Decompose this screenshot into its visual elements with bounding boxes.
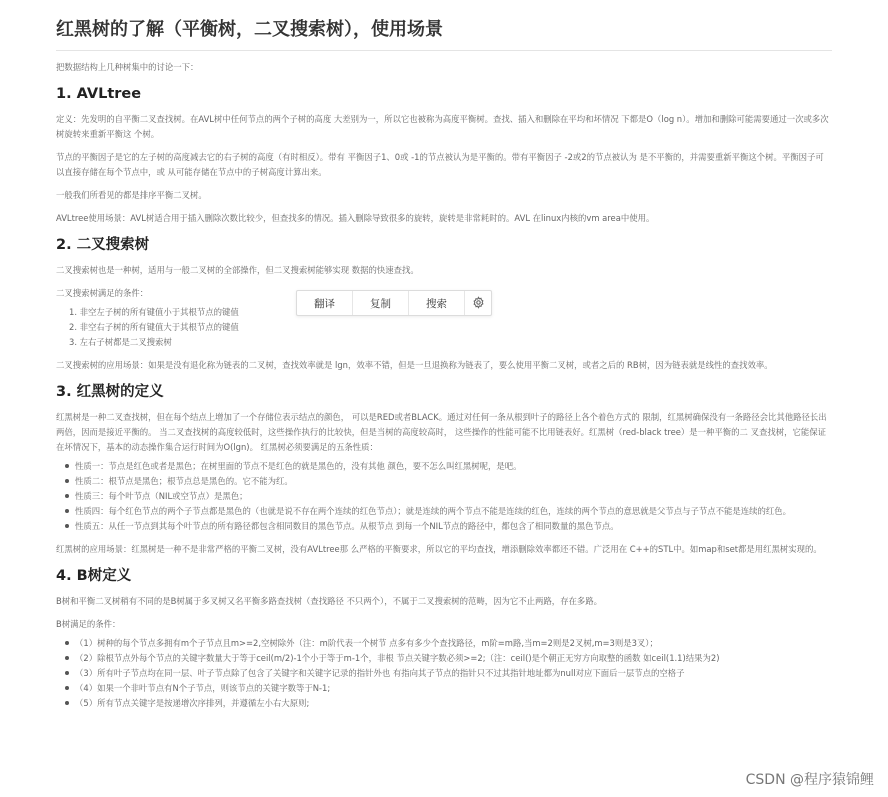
btree-definition: B树和平衡二叉树稍有不同的是B树属于多叉树又名平衡多路查找树（查找路径 不只两个），不属于二叉搜索树的范畴，因为它不止两路，存在多路。 xyxy=(56,596,602,606)
list-item: 性质五：从任一节点到其每个叶节点的所有路径都包含相同数目的黑色节点。从根节点 到每一个NIL节点的路径中，都包含了相同数量的黑色节点。 xyxy=(64,519,832,534)
settings-button[interactable] xyxy=(465,291,491,315)
avl-balance-factor: 节点的平衡因子是它的左子树的高度减去它的右子树的高度（有时相反）。带有 平衡因子1、0或 -1的节点被认为是平衡的。带有平衡因子 -2或2的节点被认为 是不平衡的，并需要重新平衡这个树。平衡因子可以直接存储在每个节点中，或 从可能存储在节点中的子树高度计算出来。 xyxy=(56,152,824,177)
list-item: （4）如果一个非叶节点有N个子节点，则该节点的关键字数等于N-1; xyxy=(64,681,832,696)
intro-text: 把数据结构上几种树集中的讨论一下： xyxy=(56,62,199,72)
section-heading-bst: 2. 二叉搜索树 xyxy=(56,237,150,253)
translate-button[interactable]: 翻译 xyxy=(297,291,353,315)
list-item: 1. 非空左子树的所有键值小于其根节点的键值 xyxy=(69,307,239,317)
section-heading-btree: 4. B树定义 xyxy=(56,568,132,584)
section-heading-rbt: 3. 红黑树的定义 xyxy=(56,384,164,400)
watermark: CSDN @程序猿锦鲤 xyxy=(745,772,874,788)
list-item: 性质四：每个红色节点的两个子节点都是黑色的（也就是说不存在两个连续的红色节点）；就是连续的两个节点不能是连续的红色，连续的两个节点的意思就是父节点与子节点不能是连续的红色。 xyxy=(64,504,832,519)
list-item: （5）所有节点关键字是按递增次序排列，并遵循左小右大原则; xyxy=(64,696,832,711)
rbt-properties-list xyxy=(64,459,832,534)
list-item: 性质一：节点是红色或者是黑色；在树里面的节点不是红色的就是黑色的，没有其他 颜色，要不怎么叫红黑树呢，是吧。 xyxy=(64,459,832,474)
list-item: 性质三：每个叶节点（NIL或空节点）是黑色； xyxy=(64,489,832,504)
list-item: （2）除根节点外每个节点的关键字数量大于等于ceil(m/2)-1个小于等于m-1个，非根 节点关键字数必须>=2;（注：ceil()是个朝正无穷方向取整的函数 如ceil(1.1)结果为2) xyxy=(64,651,832,666)
bst-conditions-label: 二叉搜索树满足的条件： xyxy=(56,288,149,298)
btree-conditions-list xyxy=(64,636,832,711)
list-item: 3. 左右子树都是二叉搜索树 xyxy=(69,337,172,347)
selection-toolbar xyxy=(296,290,492,316)
page-title: 红黑树的了解（平衡树，二叉搜索树），使用场景 xyxy=(56,16,832,51)
avl-definition: 定义：先发明的自平衡二叉查找树。在AVL树中任何节点的两个子树的高度 大差别为一，所以它也被称为高度平衡树。查找、插入和删除在平均和坏情况 下都是O（log n）。增加和删除可能需要通过一次或多次树旋转来重新平衡这 个树。 xyxy=(56,114,829,139)
avl-note: 一般我们所看见的都是排序平衡二叉树。 xyxy=(56,190,207,200)
search-button[interactable]: 搜索 xyxy=(409,291,465,315)
rbt-definition: 红黑树是一种二叉查找树，但在每个结点上增加了一个存储位表示结点的颜色， 可以是RED或者BLACK。通过对任何一条从根到叶子的路径上各个着色方式的 限制，红黑树确保没有一条路径会比其他路径长出两倍，因而是接近平衡的。 当二叉查找树的高度较低时，这些操作执行的比较快，但是当树的高度较高时， 这些操作的性能可能不比用链表好。红黑树（red-black tree）是一种平衡的二 叉查找树，它能保证在坏情况下，基本的动态操作集合运行时间为O(lgn)。 红黑树必须要满足的五条性质： xyxy=(56,412,827,452)
btree-conditions-label: B树满足的条件： xyxy=(56,619,121,629)
list-item: 2. 非空右子树的所有键值大于其根节点的键值 xyxy=(69,322,239,332)
list-item: （1）树种的每个节点多拥有m个子节点且m>=2,空树除外（注：m阶代表一个树节 点多有多少个查找路径，m阶=m路,当m=2则是2叉树,m=3则是3叉）； xyxy=(64,636,832,651)
list-item: 性质二：根节点是黑色；根节点总是黑色的。它不能为红。 xyxy=(64,474,832,489)
avl-usage: AVLtree使用场景：AVL树适合用于插入删除次数比较少，但查找多的情况。插入删除导致很多的旋转，旋转是非常耗时的。AVL 在linux内核的vm area中使用。 xyxy=(56,213,655,223)
bst-definition: 二叉搜索树也是一种树，适用与一般二叉树的全部操作，但二叉搜索树能够实现 数据的快速查找。 xyxy=(56,265,419,275)
rbt-usage: 红黑树的应用场景：红黑树是一种不是非常严格的平衡二叉树，没有AVLtree那 么严格的平衡要求，所以它的平均查找，增添删除效率都还不错。广泛用在 C++的STL中。如map和set都是用红黑树实现的。 xyxy=(56,544,822,554)
list-item: （3）所有叶子节点均在同一层、叶子节点除了包含了关键字和关键字记录的指针外也 有指向其子节点的指针只不过其指针地址都为null对应下面后一层节点的空格子 xyxy=(64,666,832,681)
copy-button[interactable]: 复制 xyxy=(353,291,409,315)
gear-icon xyxy=(472,294,485,313)
section-heading-avl: 1. AVLtree xyxy=(56,86,142,102)
bst-usage: 二叉搜索树的应用场景：如果是没有退化称为链表的二叉树，查找效率就是 lgn，效率不错，但是一旦退换称为链表了，要么使用平衡二叉树，或者之后的 RB树，因为链表就是线性的查找效率。 xyxy=(56,360,773,370)
